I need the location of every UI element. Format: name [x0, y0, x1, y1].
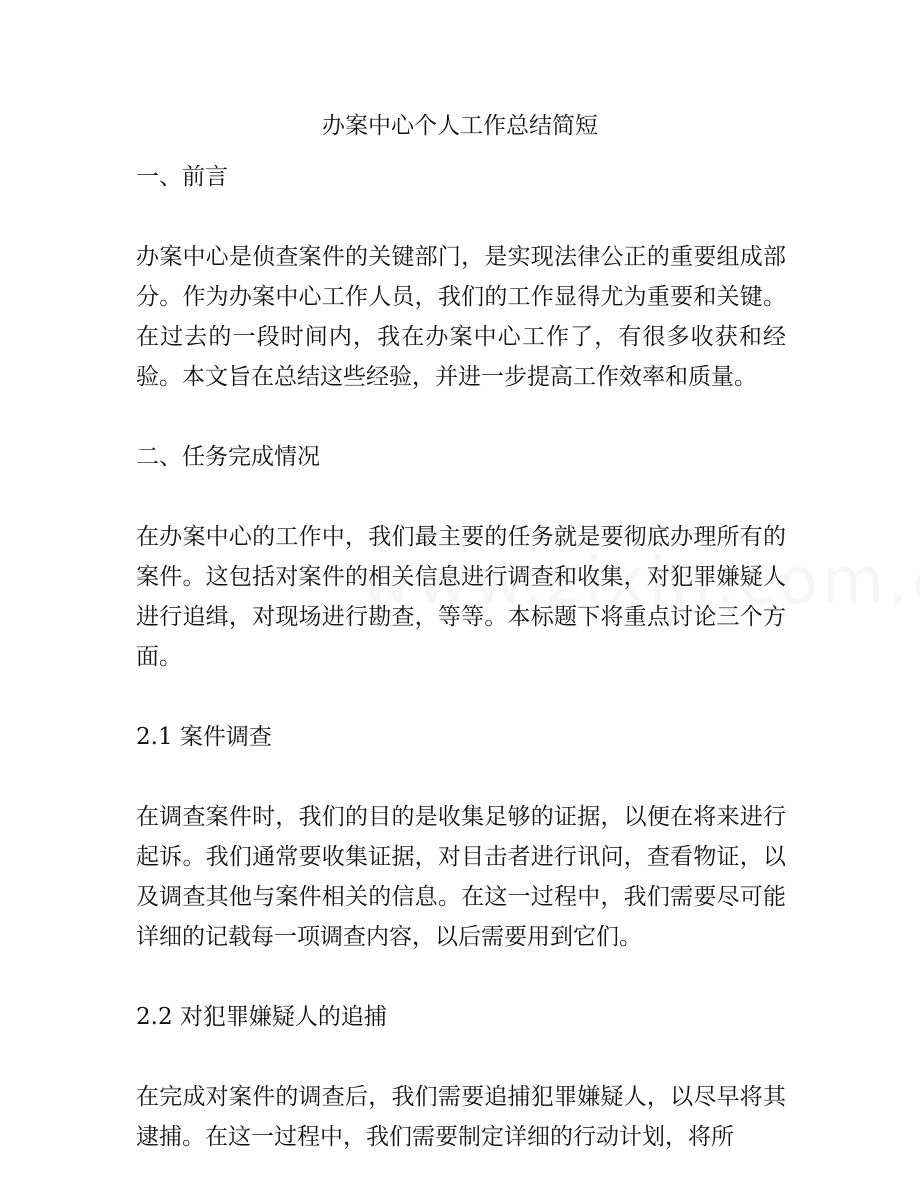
section-paragraph-suspect-pursuit: 在完成对案件的调查后，我们需要追捕犯罪嫌疑人，以尽早将其逮捕。在这一过程中，我们需要制定详细的行动计划，将所 — [136, 1084, 786, 1150]
document-body — [136, 157, 786, 1157]
paragraph-spacer — [136, 677, 786, 717]
paragraph-spacer — [136, 1037, 786, 1077]
paragraph-spacer — [136, 197, 786, 237]
section-heading-case-investigation: 2.1 案件调查 — [136, 724, 272, 750]
paragraph-spacer — [136, 477, 786, 517]
paragraph-spacer — [136, 397, 786, 437]
document-title: 办案中心个人工作总结简短 — [322, 113, 598, 139]
section-heading-suspect-pursuit: 2.2 对犯罪嫌疑人的追捕 — [136, 1004, 387, 1030]
paragraph-spacer — [136, 957, 786, 997]
section-paragraph-task-completion: 在办案中心的工作中，我们最主要的任务就是要彻底办理所有的案件。这包括对案件的相关信息进行调查和收集，对犯罪嫌疑人进行追缉，对现场进行勘查，等等。本标题下将重点讨论三个方面。 — [136, 524, 786, 670]
section-heading-preface: 一、前言 — [136, 164, 228, 190]
section-heading-task-completion: 二、任务完成情况 — [136, 444, 320, 470]
section-paragraph-preface: 办案中心是侦查案件的关键部门，是实现法律公正的重要组成部分。作为办案中心工作人员，我们的工作显得尤为重要和关键。在过去的一段时间内，我在办案中心工作了，有很多收获和经验。本文旨在总结这些经验，并进一步提高工作效率和质量。 — [136, 244, 786, 390]
paragraph-spacer — [136, 757, 786, 797]
section-paragraph-case-investigation: 在调查案件时，我们的目的是收集足够的证据，以便在将来进行起诉。我们通常要收集证据，对目击者进行讯问，查看物证，以及调查其他与案件相关的信息。在这一过程中，我们需要尽可能详细的记载每一项调查内容，以后需要用到它们。 — [136, 804, 786, 950]
